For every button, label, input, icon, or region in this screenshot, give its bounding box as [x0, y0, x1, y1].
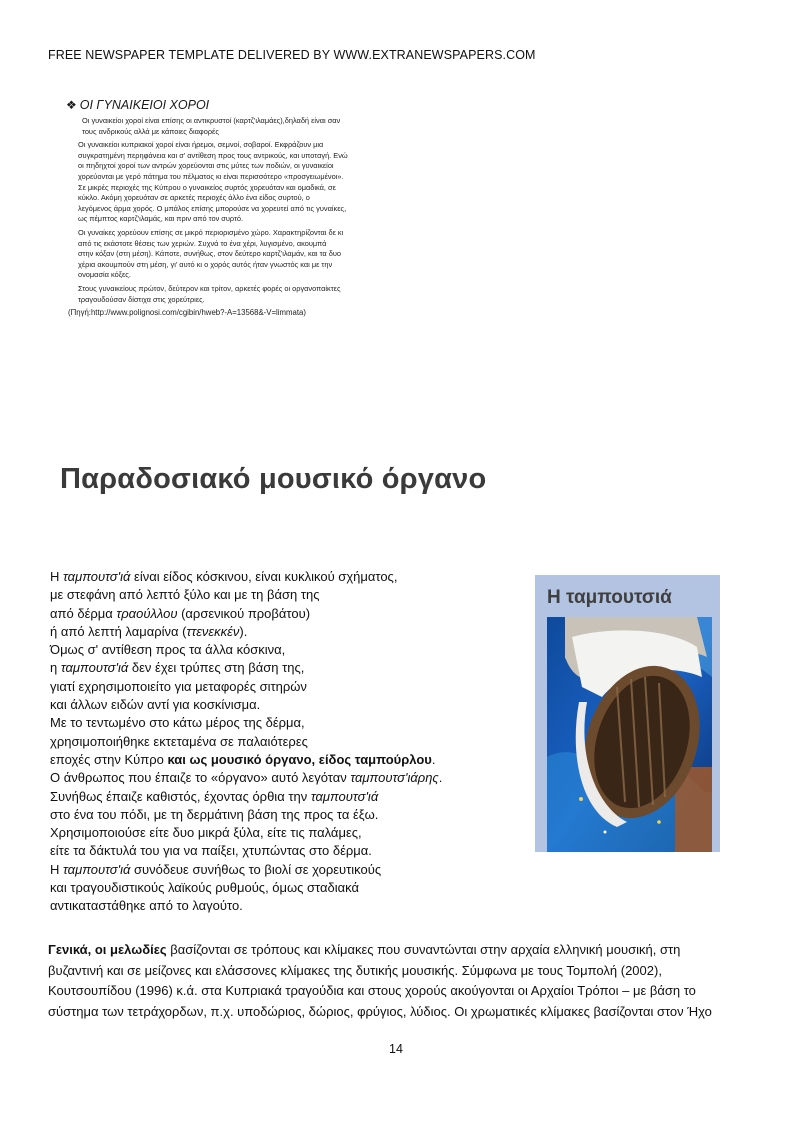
closing-paragraph — [48, 940, 758, 1022]
text-line: και άλλων ειδών αντί για κοσκίνισμα. — [50, 697, 261, 713]
text-line: Χρησιμοποιούσε είτε δυο μικρά ξύλα, είτε τις παλάμες, — [50, 825, 362, 841]
page-number: 14 — [389, 1042, 403, 1056]
inset-line: λεγόμενος άρμα χορός. Ο μπάλος επίσης μπορούσε να χορευτεί από τις γυναίκες, — [78, 203, 347, 213]
inset-title-text: ΟΙ ΓΥΝΑΙΚΕΙΟΙ ΧΟΡΟΙ — [79, 98, 210, 112]
text-line: Συνήθως έπαιζε καθιστός, έχοντας όρθια την ταμπουτσ'ιά — [50, 788, 379, 804]
text-line: χρησιμοποιήθηκε εκτεταμένα σε παλαιότερες — [50, 733, 308, 749]
text-line: είτε τα δάκτυλά του για να παίξει, χτυπώντας στο δέρμα. — [50, 843, 372, 859]
inset-line: κύκλο. Ακόμη χορευόταν σε αρκετές περιοχές άλλο ένα είδος συρτού, ο — [78, 193, 310, 203]
text-line: Κουτσουπίδου (1996) κ.ά. στα Κυπριακά τραγούδια και στους χορούς ακούγονται οι Αρχαίοι Τρόποι – με βάση το — [48, 983, 696, 998]
text-line: στο ένα του πόδι, με τη δερμάτινη βάση της προς τα έξω. — [50, 806, 379, 822]
text-line: Όμως σ' αντίθεση προς τα άλλα κόσκινα, — [50, 642, 286, 658]
inset-article — [66, 98, 418, 322]
inset-line: συγκρατημένη περηφάνεια και σ' αντίθεση προς τους αντρικούς, και υποταγή. Ενώ — [78, 150, 348, 160]
text-line: Η ταμπουτσ'ιά είναι είδος κόσκινου, είναι κυκλικού σχήματος, — [50, 569, 398, 584]
text-line: η ταμπουτσ'ιά δεν έχει τρύπες στη βάση της, — [50, 660, 305, 676]
inset-title — [66, 98, 418, 112]
text-line: και τραγουδιστικούς λαϊκούς ρυθμούς, όμως σταδιακά — [50, 880, 360, 896]
text-line: εποχές στην Κύπρο και ως μουσικό όργανο, είδος ταμπούρλου. — [50, 751, 436, 767]
inset-line: ονομασία κόξες. — [78, 270, 131, 280]
sidebar-box — [535, 575, 720, 852]
inset-line: Οι γυναικείοι χοροί είναι επίσης οι αντικρυστοί (καρτζ'ιλαμάες),δηλαδή είναι σαν — [82, 116, 341, 125]
text-line: με στεφάνη από λεπτό ξύλο και με τη βάση της — [50, 587, 320, 603]
text-line: βυζαντινή και σε μείζονες και ελάσσονες κλίμακες της δυτικής μουσικής. Σύμφωνα με τους Τομπολή (2002), — [48, 962, 662, 978]
diamond-icon: ❖ — [66, 98, 77, 112]
section-heading: Παραδοσιακό μουσικό όργανο — [60, 463, 487, 495]
text-line: Ο άνθρωπος που έπαιζε το «όργανο» αυτό λεγόταν ταμπουτσ'ιάρης. — [50, 770, 443, 786]
text-line: σύστημα των τετράχορδων, π.χ. υποδώριος, δώριος, φρύγιος, λύδιος. Οι χρωματικές κλίμακες βασίζονται στον Ήχο — [48, 1003, 712, 1019]
inset-line: από τις εκάστοτε θέσεις των χεριών. Συχνά το ένα χέρι, λυγισμένο, ακουμπά — [78, 238, 327, 248]
inset-paragraph — [66, 228, 418, 281]
inset-line: οι πηδηχτοί χοροί των αντρών χορεύονται στις μύτες των ποδιών, οι γυναικείοι — [78, 161, 334, 171]
inset-line: Οι γυναικείοι κυπριακοί χοροί είναι ήρεμοι, σεμνοί, σοβαροί. Εκφράζουν μια — [78, 140, 324, 150]
sidebox-title: Η ταμπουτσιά — [547, 587, 672, 608]
inset-line: Στους γυναικείους πρώτον, δεύτερον και τρίτον, αρκετές φορές οι οργανοπαίκτες — [78, 283, 341, 293]
main-text — [50, 568, 480, 916]
text-line: Με το τεντωμένο στο κάτω μέρος της δέρμα, — [50, 715, 305, 731]
page-header: FREE NEWSPAPER TEMPLATE DELIVERED BY WWW.EXTRANEWSPAPERS.COM — [48, 48, 536, 62]
inset-line: ως πέμπτος καρτζ'ιλαμάς, και πριν από τον συρτό. — [78, 214, 244, 224]
text-line: από δέρμα τραούλλου (αρσενικού προβάτου) — [50, 605, 311, 621]
inset-paragraph — [66, 284, 418, 305]
inset-line: χέρια ακουμπούν στη μέση, γι' αυτό κι ο χορός αυτός ήταν γνωστός και με την — [78, 259, 333, 269]
inset-paragraph — [66, 140, 418, 225]
tambourine-photo — [547, 617, 712, 852]
text-line: Γενικά, οι μελωδίες βασίζονται σε τρόπους και κλίμακες που συναντώνται στην αρχαία ελληνική μουσική, στη — [48, 942, 681, 957]
inset-source: (Πηγή:http://www.polignosi.com/cgibin/hweb?-A=13568&-V=limmata) — [68, 308, 306, 318]
inset-line: Σε μικρές περιοχές της Κύπρου ο γυναικείος συρτός χορευόταν και ομαδικά, σε — [78, 182, 336, 192]
inset-paragraph — [66, 116, 418, 137]
inset-line: χορεύονται με γερό πάτημα του πέλματος κι είναι περισσότερο «προσγειωμένοι». — [78, 171, 344, 181]
inset-line: τραγουδούσαν δίστιχα στις χορεύτριες. — [78, 294, 205, 304]
inset-line: Οι γυναίκες χορεύουν επίσης σε μικρό περιορισμένο χώρο. Χαρακτηρίζονται δε κι — [78, 227, 344, 237]
text-line: γιατί εχρησιμοποιείτο για μεταφορές σιτηρών — [50, 678, 307, 694]
text-line: ή από λεπτή λαμαρίνα (ττενεκκέν). — [50, 623, 248, 639]
text-line: αντικαταστάθηκε από το λαγούτο. — [50, 898, 243, 914]
inset-line: στην κόξαν (στη μέση). Κάποτε, συνήθως, στον δεύτερο καρτζ'ιλαμάν, και τα δυο — [78, 249, 342, 259]
inset-line: τους ανδρικούς αλλά με κάποιες διαφορές — [82, 126, 219, 136]
text-line: Η ταμπουτσ'ιά συνόδευε συνήθως το βιολί σε χορευτικούς — [50, 861, 382, 877]
